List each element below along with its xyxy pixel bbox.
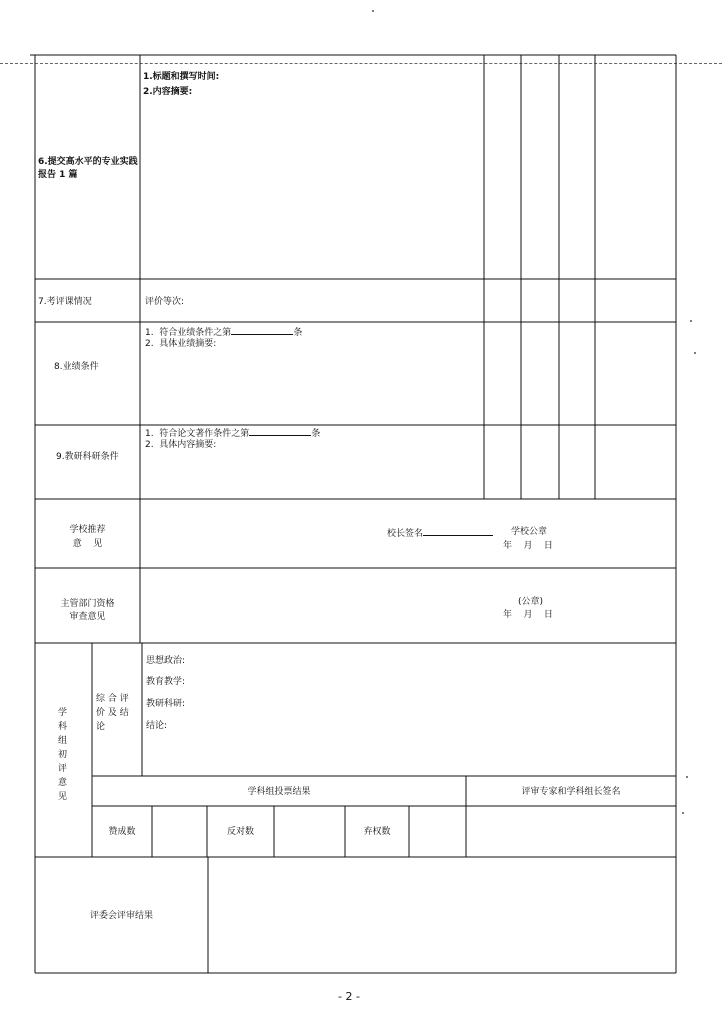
principal-signature: [387, 526, 493, 541]
authority-label-line2: 审查意见: [69, 612, 106, 622]
page-number: - 2 -: [338, 990, 360, 1003]
scan-speck: [372, 10, 374, 12]
row9-label: 9.教研科研条件: [56, 452, 119, 462]
principal-signature-line: [423, 526, 493, 536]
row6-label-line2: 报告 1 篇: [38, 170, 78, 180]
subject-group-char-6: 意: [58, 778, 68, 788]
row8-blank-line: [231, 325, 293, 335]
row9-item1-suffix: 条: [311, 429, 321, 439]
evaluation-label-line1: 综 合 评: [96, 694, 129, 704]
subject-group-char-4: 初: [58, 750, 68, 760]
authority-seal: (公章): [518, 597, 544, 607]
scan-speck: [686, 776, 688, 778]
school-label-line2: 意 见: [72, 539, 103, 549]
row6-label-line1: 6.提交高水平的专业实践: [38, 157, 138, 167]
school-seal: 学校公章: [511, 527, 548, 537]
committee-result-label: 评委会评审结果: [89, 911, 153, 921]
conclusion-field: 结论:: [146, 721, 168, 731]
ideology-field: 思想政治:: [146, 656, 186, 666]
scan-speck: [682, 812, 684, 814]
row9-blank-line: [249, 426, 311, 436]
row7-rating: 评价等次:: [145, 297, 185, 307]
school-label-line1: 学校推荐: [69, 525, 106, 535]
authority-label-line1: 主管部门资格: [60, 599, 115, 609]
authority-date: 年 月 日: [503, 610, 553, 620]
subject-group-char-3: 组: [58, 736, 68, 746]
signature-header: 评审专家和学科组长签名: [521, 787, 621, 797]
evaluation-label-line3: 论: [96, 722, 106, 732]
scan-speck: [690, 320, 692, 322]
approve-count-label: 赞成数: [108, 827, 136, 837]
row8-item1-prefix: 1. 符合业绩条件之第: [145, 328, 232, 338]
subject-group-char-5: 评: [58, 764, 68, 774]
row9-item2: 2. 具体内容摘要:: [145, 440, 217, 450]
row8-item1-suffix: 条: [293, 328, 303, 338]
row8-label: 8.业绩条件: [54, 362, 99, 372]
row8-item2: 2. 具体业绩摘要:: [145, 339, 217, 349]
teaching-field: 教育教学:: [146, 677, 186, 687]
row9-item1-prefix: 1. 符合论文著作条件之第: [145, 429, 250, 439]
subject-group-char-2: 科: [58, 722, 68, 732]
row6-summary: 2.内容摘要:: [143, 87, 193, 97]
scan-speck: [694, 352, 696, 354]
row6-title-time: 1.标题和撰写时间:: [143, 72, 220, 82]
oppose-count-label: 反对数: [226, 827, 254, 837]
school-date: 年 月 日: [503, 541, 553, 551]
abstain-count-label: 弃权数: [363, 827, 391, 837]
subject-group-char-7: 见: [58, 792, 68, 802]
evaluation-label-line2: 价 及 结: [96, 708, 129, 718]
vote-result-header: 学科组投票结果: [247, 787, 311, 797]
subject-group-char-1: 学: [58, 708, 68, 718]
row7-label: 7.考评课情况: [38, 297, 92, 307]
principal-signature-label: 校长签名: [387, 529, 424, 539]
research-field: 教研科研:: [146, 699, 186, 709]
